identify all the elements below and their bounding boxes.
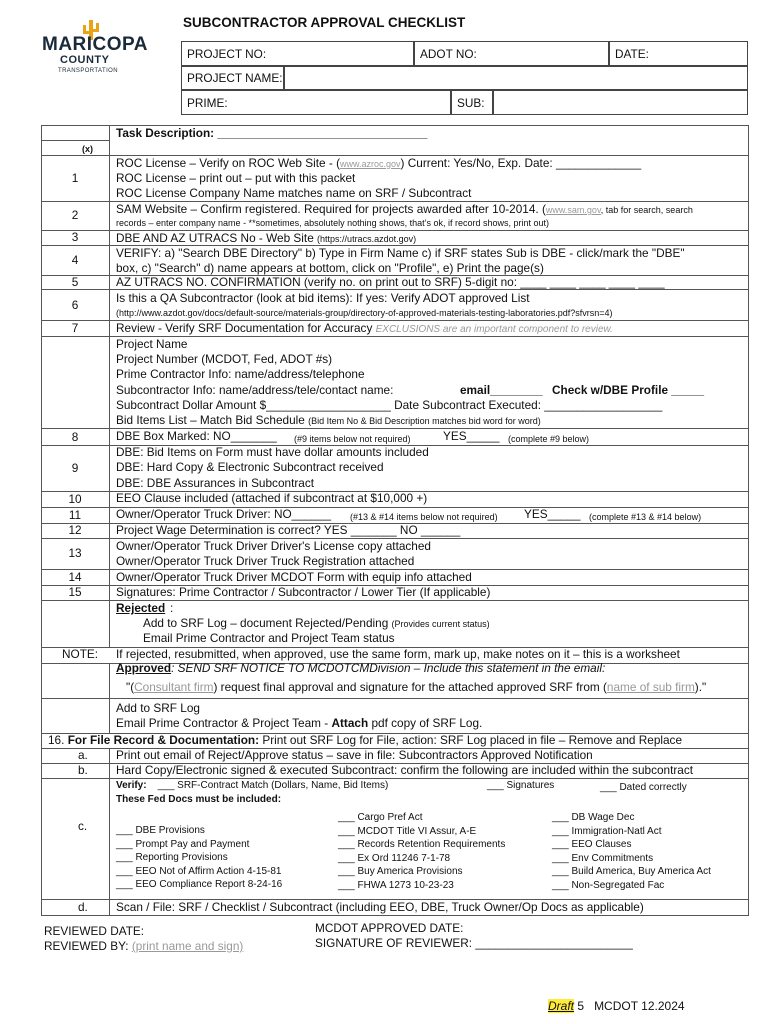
review-srf-text: Review - Verify SRF Documentation for Accuracy EXCLUSIONS are an important component to review. <box>116 321 613 335</box>
row-number: 13 <box>68 546 82 560</box>
project-name-field[interactable] <box>284 66 748 90</box>
consultant-firm-placeholder: Consultant firm <box>134 680 214 694</box>
email-blank: email________ <box>460 383 543 397</box>
fed-doc-item: ___ Records Retention Requirements <box>338 839 506 851</box>
signatures-item: Signatures: Prime Contractor / Subcontractor / Lower Tier (If applicable) <box>116 585 491 599</box>
fed-doc-item: ___ Immigration-Natl Act <box>552 825 662 837</box>
fed-doc-item: ___ FHWA 1273 10-23-23 <box>338 879 454 891</box>
fed-doc-item: ___ DB Wage Dec <box>552 812 635 823</box>
prime-field[interactable]: PRIME: <box>181 90 451 115</box>
dbe-utracs-text: DBE AND AZ UTRACS No - Web Site (https://utracs.azdot.gov) <box>116 231 417 245</box>
fed-doc-item: ___ Build America, Buy America Act <box>552 866 711 878</box>
check-dbe-profile: Check w/DBE Profile _____ <box>552 383 705 397</box>
truck-registration: Owner/Operator Truck Driver Truck Registration attached <box>116 554 415 568</box>
fed-doc-item: ___ Buy America Provisions <box>338 866 463 878</box>
wage-determination: Project Wage Determination is correct? YES _______ NO ______ <box>116 523 461 537</box>
add-srf-log: Add to SRF Log <box>116 701 200 715</box>
fed-doc-item: ___ Non-Segregated Fac <box>552 879 665 891</box>
row-number: 9 <box>71 461 79 475</box>
project-no-field[interactable]: PROJECT NO: <box>181 41 414 66</box>
verify-line: Verify: ___ SRF-Contract Match (Dollars, Name, Bid Items) <box>116 780 389 791</box>
sam-link[interactable]: www.sam.gov <box>545 205 601 215</box>
fed-doc-item: ___ Cargo Pref Act <box>338 812 423 823</box>
fed-doc-item: ___ Ex Ord 11246 7-1-78 <box>338 852 451 864</box>
verify-dbe-text-2: box, c) "Search" d) name appears at bottom, click on "Profile", e) Print the page(s) <box>116 261 544 275</box>
row-number: 1 <box>71 171 79 185</box>
row-number: 7 <box>71 321 79 335</box>
prime-info-item: Prime Contractor Info: name/address/telephone <box>116 367 365 381</box>
fed-docs-col2 <box>338 811 505 893</box>
fed-docs-label: These Fed Docs must be included: <box>116 794 282 805</box>
dbe-box-marked: DBE Box Marked: NO_______ <box>116 429 277 443</box>
adot-no-field[interactable]: ADOT NO: <box>414 41 609 66</box>
row-number: 3 <box>71 230 79 244</box>
row-number: 8 <box>71 430 79 444</box>
scan-file-item: Scan / File: SRF / Checklist / Subcontract (including EEO, DBE, Truck Owner/Op Docs as applicable) <box>116 900 644 914</box>
date-field[interactable]: DATE: <box>609 41 748 66</box>
row-number: 2 <box>71 208 79 222</box>
row-number: 14 <box>68 570 82 584</box>
sub-field[interactable] <box>493 90 748 115</box>
fed-doc-item: ___ EEO Compliance Report 8-24-16 <box>116 879 283 891</box>
eeo-clause: EEO Clause included (attached if subcontract at $10,000 +) <box>116 491 428 505</box>
fed-docs-col3 <box>552 811 711 893</box>
rejected-add-log: Add to SRF Log – document Rejected/Pending (Provides current status) <box>143 616 490 630</box>
reviewed-by-label: REVIEWED BY: (print name and sign) <box>44 939 244 953</box>
note-label: NOTE: <box>62 647 99 661</box>
email-attach: Email Prime Contractor & Project Team - Attach pdf copy of SRF Log. <box>116 716 483 730</box>
utracs-confirm-text: AZ UTRACS NO. CONFIRMATION (verify no. on print out to SRF) 5-digit no: ____ ____ ____ ____ ____ <box>116 275 665 289</box>
row-number: 12 <box>68 523 82 537</box>
maricopa-county-logo <box>40 18 149 78</box>
roc-verify-text: ROC License – Verify on ROC Web Site - (www.azroc.gov) Current: Yes/No, Exp. Date: _____________ <box>116 156 642 170</box>
task-description-header: Task Description: ________________________________ <box>116 126 428 140</box>
sub-firm-placeholder: name of sub firm <box>606 680 695 694</box>
drivers-license: Owner/Operator Truck Driver Driver's License copy attached <box>116 539 431 553</box>
project-number-item: Project Number (MCDOT, Fed, ADOT #s) <box>116 352 333 366</box>
fed-doc-item: ___ Reporting Provisions <box>116 852 228 864</box>
row-number: 15 <box>68 585 82 599</box>
row-number: 11 <box>68 508 82 522</box>
row-number: 4 <box>71 253 79 267</box>
note-text: If rejected, resubmitted, when approved, use the same form, mark up, make notes on it – this is a worksheet <box>116 647 680 661</box>
rejected-email: Email Prime Contractor and Project Team status <box>143 631 395 645</box>
adot-list-url: (http://www.azdot.gov/docs/default-source/materials-group/directory-of-approved-materials-testing-laboratories.pdf?sfvrsn=4) <box>116 308 613 318</box>
draft-badge: Draft <box>548 999 575 1013</box>
bid-items-item: Bid Items List – Match Bid Schedule (Bid Item No & Bid Description matches bid word for word) <box>116 413 541 427</box>
row16-text: 16. For File Record & Documentation: Print out SRF Log for File, action: SRF Log placed in file – Remove and Replace <box>48 733 683 747</box>
fed-doc-item: ___ Env Commitments <box>552 852 654 864</box>
approval-quote: "(Consultant firm) request final approval and signature for the attached approved SRF from (name of sub firm)." <box>126 680 707 694</box>
row-number: 10 <box>68 492 82 506</box>
logo-line3: TRANSPORTATION <box>58 68 118 74</box>
sub-label: SUB: <box>451 90 493 115</box>
hard-copy-item: Hard Copy/Electronic signed & executed Subcontract: confirm the following are included within the subcontract <box>116 763 694 777</box>
dbe-bid-items: DBE: Bid Items on Form must have dollar amounts included <box>116 445 429 459</box>
owner-operator-truck: Owner/Operator Truck Driver: NO______ <box>116 507 332 521</box>
logo-line1: MARICOPA <box>42 34 149 55</box>
reviewed-date-label: REVIEWED DATE: <box>44 924 145 938</box>
subcontract-amount-item: Subcontract Dollar Amount $___________________ Date Subcontract Executed: __________________ <box>116 398 663 412</box>
roc-printout-text: ROC License – print out – put with this packet <box>116 171 356 185</box>
fed-doc-item: ___ MCDOT Title VI Assur, A-E <box>338 825 477 837</box>
qa-subcontractor-text: Is this a QA Subcontractor (look at bid items): If yes: Verify ADOT approved List <box>116 291 530 305</box>
footer-version: Draft 5 MCDOT 12.2024 <box>548 999 685 1013</box>
fed-doc-item: ___ EEO Not of Affirm Action 4-15-81 <box>116 865 282 877</box>
verify-dbe-text: VERIFY: a) "Search DBE Directory" b) Type in Firm Name c) if SRF states Sub is DBE - click/mark the "DBE" <box>116 246 685 260</box>
print-name-placeholder: (print name and sign) <box>131 939 244 953</box>
logo-line2: COUNTY <box>60 54 110 66</box>
approved-text: Approved: SEND SRF NOTICE TO MCDOTCMDivision – Include this statement in the email: <box>116 661 606 675</box>
x-column-header: (x) <box>82 144 93 154</box>
fed-doc-item: ___ EEO Clauses <box>552 839 632 851</box>
mcdot-approved-date-label: MCDOT APPROVED DATE: <box>315 921 464 935</box>
dbe-hard-copy: DBE: Hard Copy & Electronic Subcontract received <box>116 460 384 474</box>
mcdot-form: Owner/Operator Truck Driver MCDOT Form with equip info attached <box>116 570 472 584</box>
print-email-item: Print out email of Reject/Approve status – save in file: Subcontractors Approved Notification <box>116 748 593 762</box>
fed-doc-item: ___ Prompt Pay and Payment <box>116 838 250 850</box>
fed-doc-item: ___ DBE Provisions <box>116 825 205 836</box>
sam-confirm-text: SAM Website – Confirm registered. Required for projects awarded after 10-2014. (www.sam.gov, tab for search, search <box>116 202 693 216</box>
project-name-item: Project Name <box>116 337 188 351</box>
sub-info-item: Subcontractor Info: name/address/tele/contact name: <box>116 383 394 397</box>
roc-name-match-text: ROC License Company Name matches name on SRF / Subcontract <box>116 186 472 200</box>
project-name-label: PROJECT NAME: <box>181 66 284 90</box>
signature-of-reviewer: SIGNATURE OF REVIEWER: ________________________ <box>315 936 633 950</box>
page-title: SUBCONTRACTOR APPROVAL CHECKLIST <box>183 15 466 30</box>
azroc-link[interactable]: www.azroc.gov <box>340 159 401 169</box>
dbe-assurances: DBE: DBE Assurances in Subcontract <box>116 476 315 490</box>
sam-records-text: records – enter company name - **sometimes, absolutely nothing shows, that’s ok, if record shows, print out) <box>116 218 550 228</box>
row-number: 6 <box>71 298 79 312</box>
rejected-label: Rejected <box>116 601 166 615</box>
row-number: 5 <box>71 275 79 289</box>
fed-docs-col1 <box>116 824 282 892</box>
